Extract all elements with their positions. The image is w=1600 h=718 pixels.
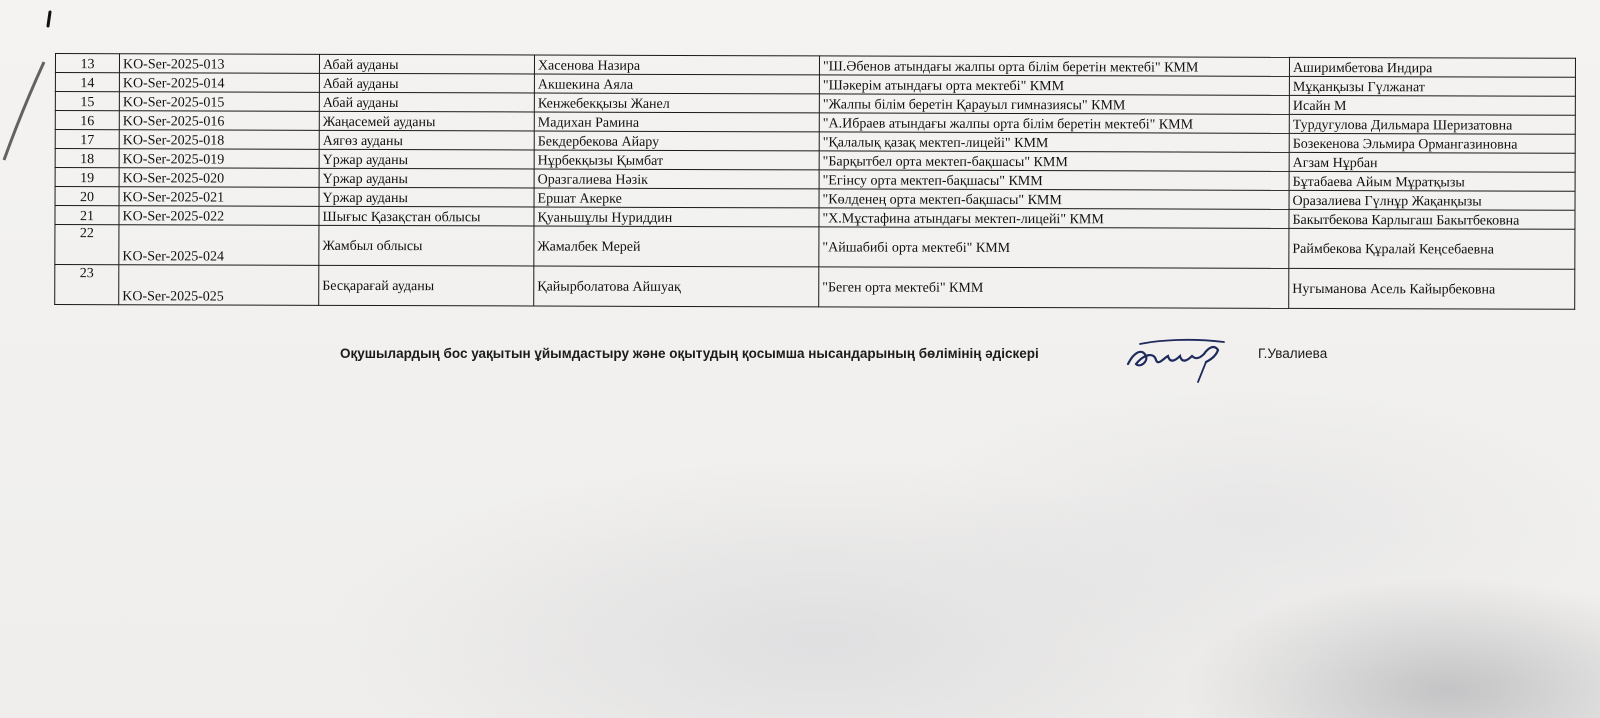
school-cell: "Егінсу орта мектеп-бақшасы" КММ [819,170,1289,190]
mentor-cell: Оразалиева Гүлнұр Жақанқызы [1289,190,1575,210]
participant-code-cell: KO-Ser-2025-013 [119,54,319,74]
student-name-cell: Оразгалиева Нәзік [534,169,819,189]
school-cell: "Х.Мұстафина атындағы мектеп-лицейі" КММ [819,208,1289,228]
row-number-cell: 16 [55,111,119,130]
row-number-cell: 21 [55,206,119,225]
student-table [54,53,1576,310]
district-cell: Абай ауданы [319,92,534,112]
student-table-body [55,54,1576,310]
school-cell: "Ш.Әбенов атындағы жалпы орта білім беретін мектебі" КММ [819,56,1289,76]
handwritten-signature [1120,334,1240,386]
district-cell: Жамбыл облысы [319,225,534,266]
student-name-cell: Мадихан Рамина [534,112,819,132]
school-cell: "Айшабибі орта мектебі" КММ [819,227,1289,268]
mentor-cell: Агзам Нұрбан [1289,152,1575,172]
student-name-cell: Кенжебекқызы Жанел [534,93,819,113]
table-row [55,265,1575,310]
row-number-cell: 13 [55,54,119,73]
student-name-cell: Қайырболатова Айшуақ [534,266,819,307]
participant-code-cell: KO-Ser-2025-020 [119,168,319,188]
mentor-cell: Исайн М [1289,95,1575,115]
participant-code-cell: KO-Ser-2025-021 [119,187,319,207]
district-cell: Шығыс Қазақстан облысы [319,206,534,226]
mentor-cell: Бұтабаева Айым Мұратқызы [1289,171,1575,191]
participant-code-cell: KO-Ser-2025-016 [119,111,319,131]
district-cell: Үржар ауданы [319,149,534,169]
student-name-cell: Нұрбекқызы Қымбат [534,150,819,170]
mentor-cell: Аширимбетова Индира [1289,57,1575,77]
row-number-cell: 19 [55,168,119,187]
participant-code-cell: KO-Ser-2025-015 [119,92,319,112]
table-row [55,225,1575,270]
student-name-cell: Қуаньшұлы Нуриддин [534,207,819,227]
school-cell: "Шәкерім атындағы орта мектебі" КММ [819,75,1289,95]
student-name-cell: Ершат Акерке [534,188,819,208]
mentor-cell: Турдугулова Дильмара Шеризатовна [1289,114,1575,134]
student-name-cell: Акшекина Аяла [534,74,819,94]
participant-code-cell: KO-Ser-2025-018 [119,130,319,150]
school-cell: "Барқытбел орта мектеп-бақшасы" КММ [819,151,1289,171]
student-name-cell: Бекдербекова Айару [534,131,819,151]
mentor-cell: Бакытбекова Карлыгаш Бакытбековна [1289,209,1575,229]
row-number-cell: 15 [55,92,119,111]
district-cell: Аягөз ауданы [319,130,534,150]
participant-code-cell: KO-Ser-2025-025 [119,265,319,306]
row-number-cell: 20 [55,187,119,206]
district-cell: Абай ауданы [319,54,534,74]
row-number-cell: 23 [55,265,119,305]
row-number-cell: 17 [55,130,119,149]
mentor-cell: Раймбекова Құралай Кеңсебаевна [1289,228,1575,269]
school-cell: "Беген орта мектебі" КММ [819,267,1289,308]
signer-name: Г.Увалиева [1258,346,1328,361]
district-cell: Үржар ауданы [319,187,534,207]
signer-position: Оқушылардың бос уақытын ұйымдастыру және оқытудың қосымша нысандарының бөлімінің әдіскері [340,346,1039,361]
row-number-cell: 14 [55,73,119,92]
student-name-cell: Хасенова Назира [534,55,819,75]
school-cell: "Көлденең орта мектеп-бақшасы" КММ [819,189,1289,209]
participant-code-cell: KO-Ser-2025-024 [119,225,319,266]
student-table-container [54,53,1575,310]
district-cell: Үржар ауданы [319,168,534,188]
mentor-cell: Бозекенова Эльмира Ормангазиновна [1289,133,1575,153]
participant-code-cell: KO-Ser-2025-019 [119,149,319,169]
school-cell: "А.Ибраев атындағы жалпы орта білім беретін мектебі" КММ [819,113,1289,133]
signature-block [340,346,1440,386]
district-cell: Жаңасемей ауданы [319,111,534,131]
participant-code-cell: KO-Ser-2025-014 [119,73,319,93]
mentor-cell: Нугыманова Асель Кайырбековна [1289,268,1575,309]
district-cell: Бесқарағай ауданы [319,265,534,306]
mentor-cell: Мұқанқызы Гүлжанат [1289,76,1575,96]
student-name-cell: Жамалбек Мерей [534,226,819,267]
school-cell: "Қалалық қазақ мектеп-лицейі" КММ [819,132,1289,152]
row-number-cell: 22 [55,225,119,265]
participant-code-cell: KO-Ser-2025-022 [119,206,319,226]
school-cell: "Жалпы білім беретін Қарауыл гимназиясы" КММ [819,94,1289,114]
district-cell: Абай ауданы [319,73,534,93]
row-number-cell: 18 [55,149,119,168]
